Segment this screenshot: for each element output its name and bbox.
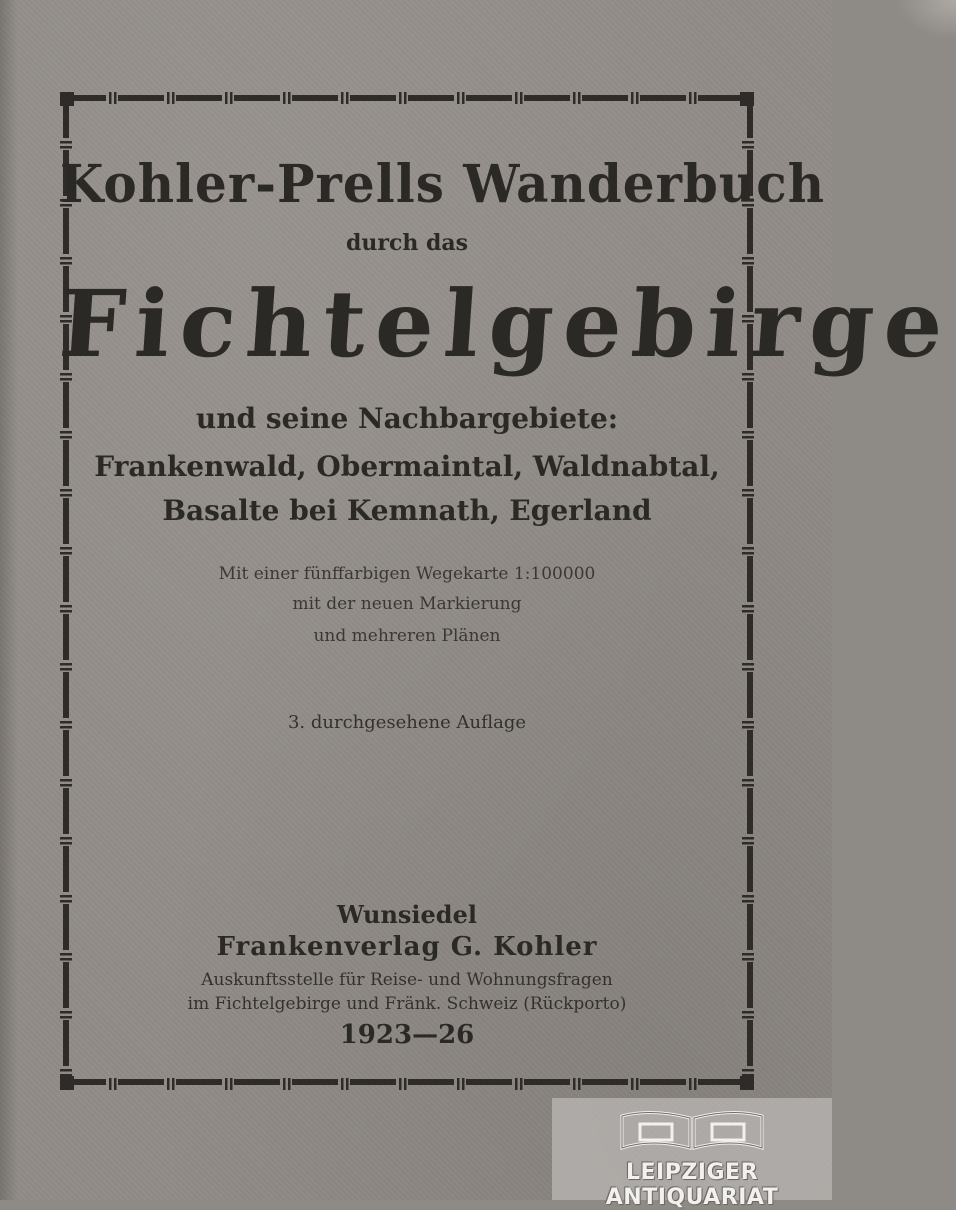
publisher-city: Wunsiedel — [337, 900, 477, 929]
description-line-1: Mit einer fünffarbigen Wegekarte 1:100000 — [218, 564, 596, 584]
title-sub: durch das — [345, 230, 469, 256]
title-big: Fichtelgebirge — [56, 270, 956, 378]
watermark-text: LEIPZIGER ANTIQUARIAT — [605, 1160, 779, 1210]
description-line-2: mit der neuen Markierung — [292, 594, 522, 614]
cover-content — [56, 92, 956, 1090]
subtitle-line-2: Frankenwald, Obermaintal, Waldnabtal, — [94, 450, 720, 483]
edition-note: 3. durchgesehene Auflage — [287, 712, 527, 733]
publication-years: 1923—26 — [339, 1020, 475, 1050]
subtitle-line-1: und seine Nachbargebiete: — [195, 402, 619, 435]
publisher-info-line-1: Auskunftsstelle für Reise- und Wohnungsfragen — [201, 970, 613, 990]
title-main: Kohler-Prells Wanderbuch — [60, 152, 826, 215]
description-line-3: und mehreren Plänen — [313, 626, 501, 646]
publisher-name: Frankenverlag G. Kohler — [216, 932, 598, 962]
corner-wear — [896, 0, 956, 40]
publisher-info-line-2: im Fichtelgebirge und Fränk. Schweiz (Rückporto) — [187, 994, 627, 1014]
spine-shadow — [0, 0, 18, 1200]
watermark-logo-icon — [612, 1104, 772, 1160]
watermark — [552, 1098, 832, 1210]
subtitle-line-3: Basalte bei Kemnath, Egerland — [162, 494, 652, 527]
